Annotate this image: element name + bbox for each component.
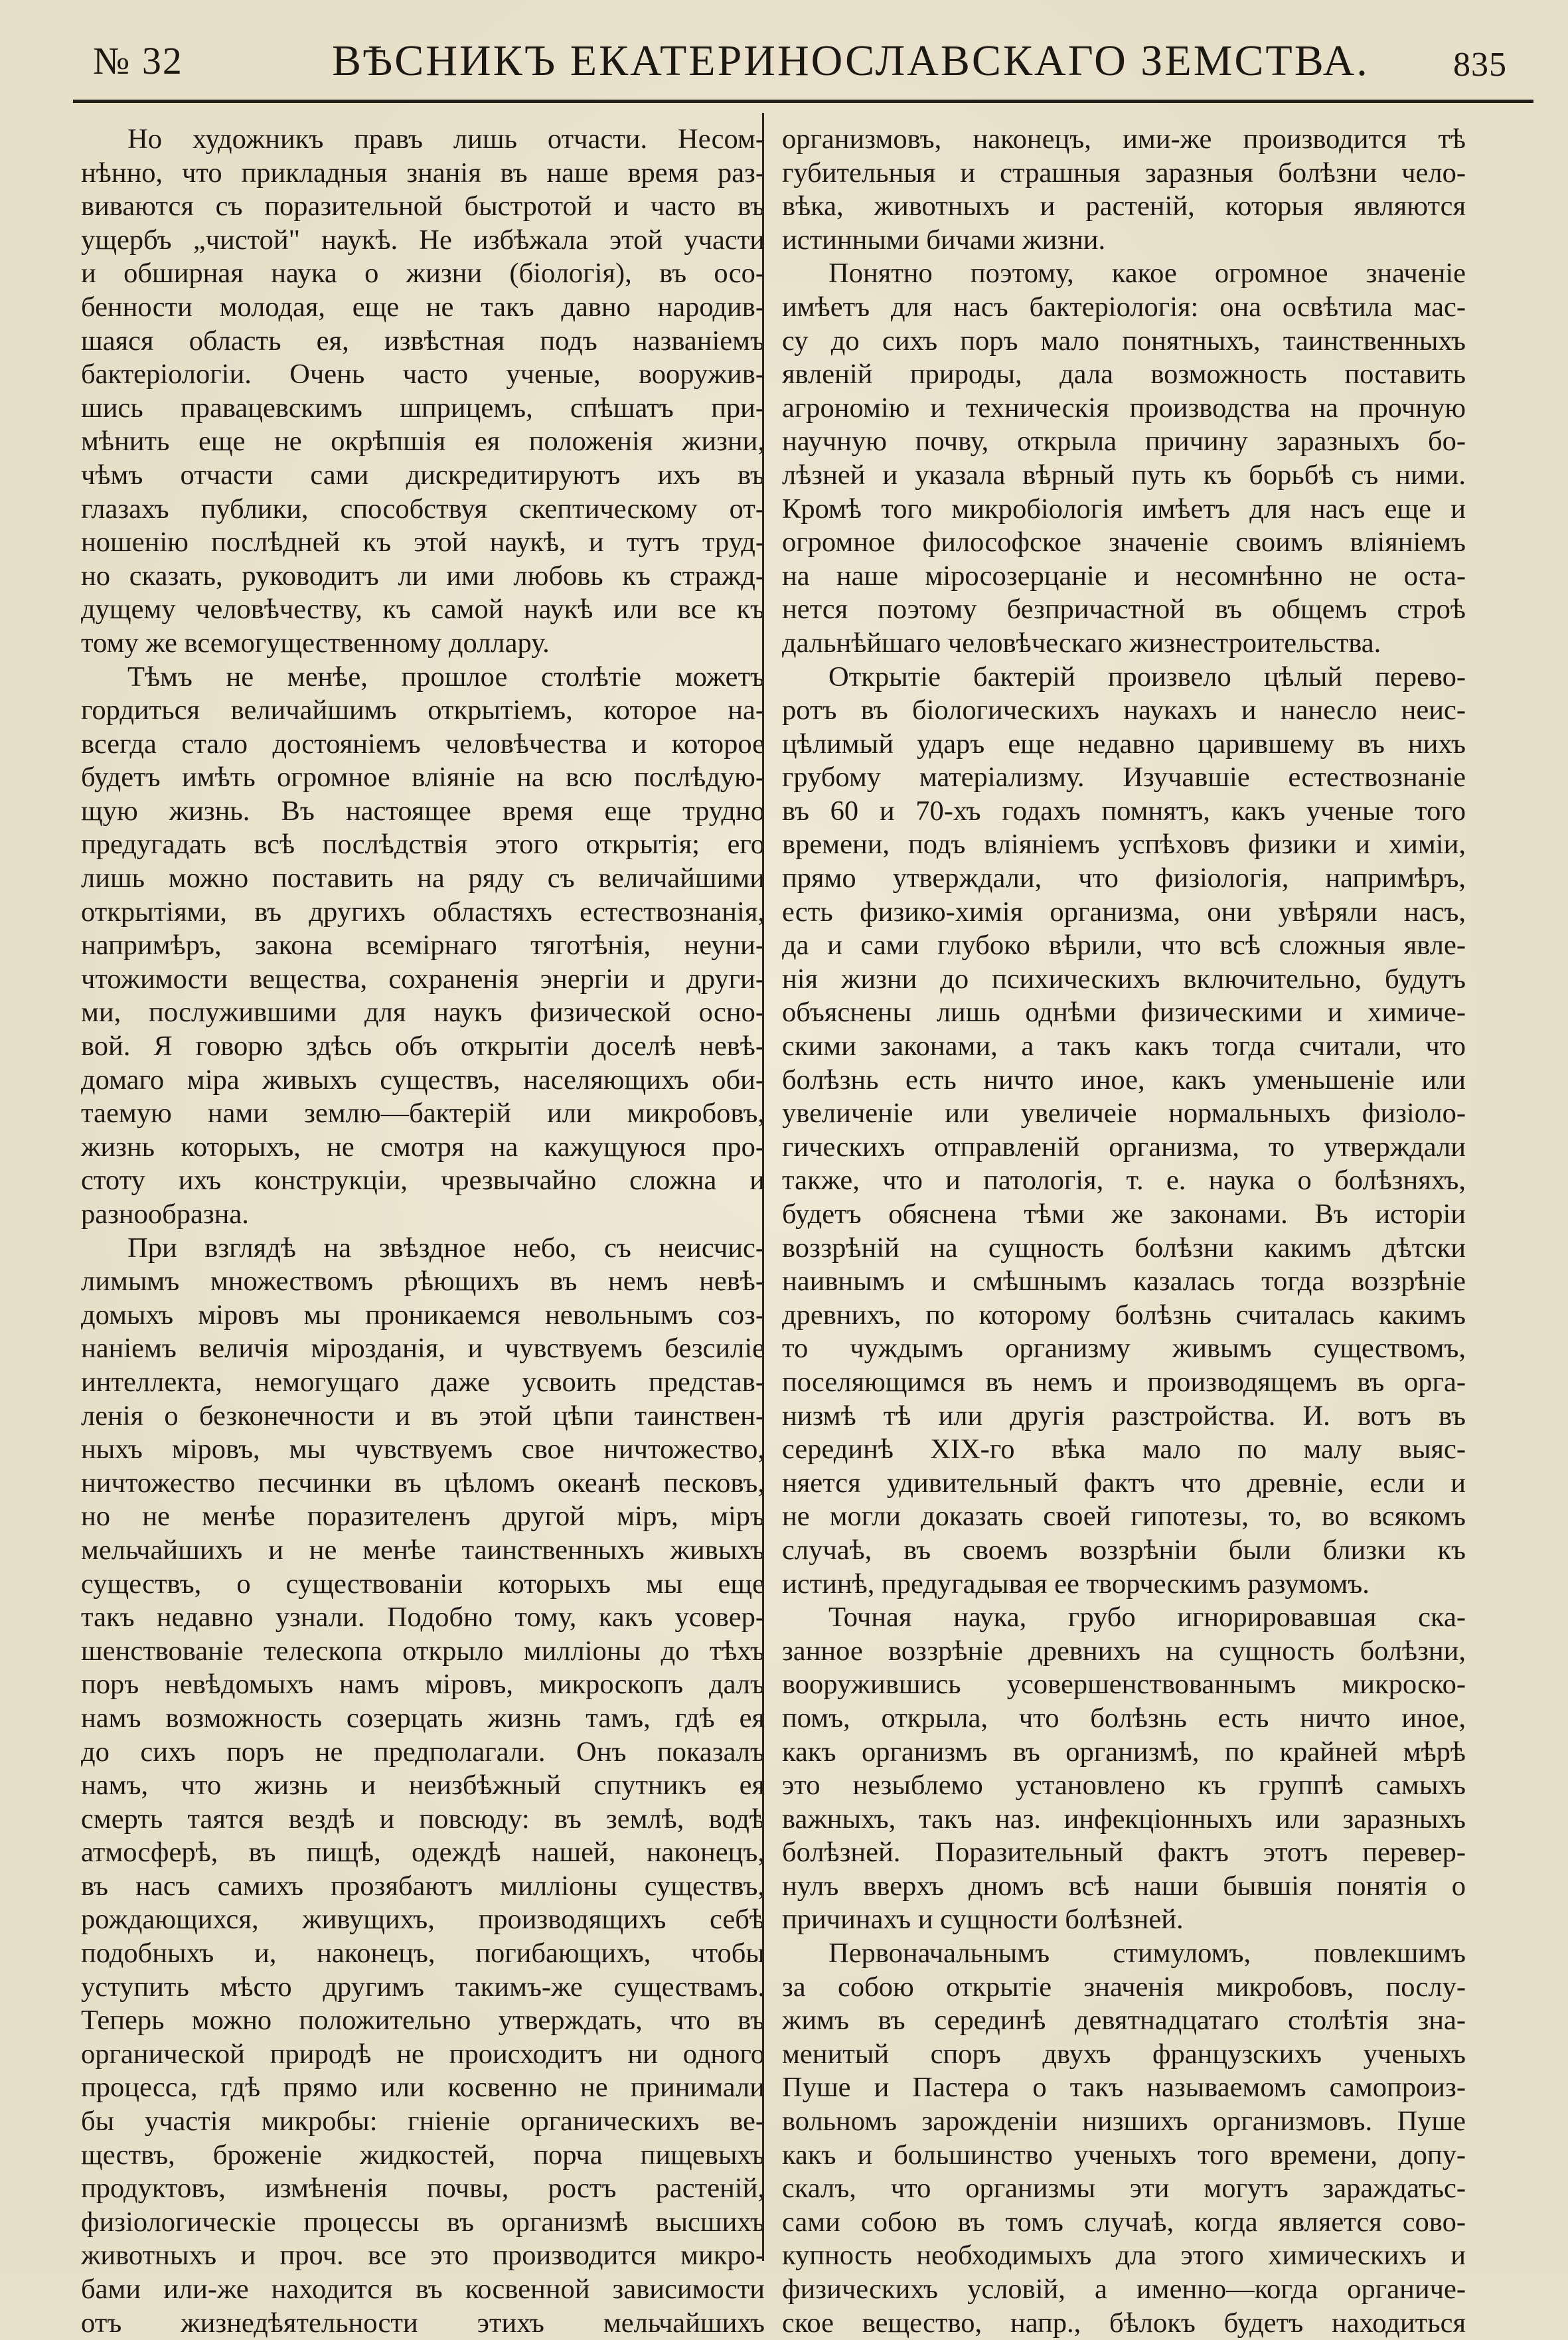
text-line: ничтожество песчинки въ цѣломъ океанѣ песковъ, xyxy=(81,1467,765,1499)
text-line: мельчайшихъ и не менѣе таинственныхъ живыхъ xyxy=(81,1534,765,1566)
text-line: губительныя и страшныя заразныя болѣзни чело- xyxy=(782,157,1466,189)
text-line: гордиться величайшимъ открытіемъ, которое на- xyxy=(81,695,765,726)
text-line: такъ недавно узнали. Подобно тому, какъ усовер- xyxy=(81,1602,765,1633)
text-line: нулъ вверхъ дномъ всѣ наши бывшія понятія о xyxy=(782,1870,1466,1902)
text-line: скалъ, что организмы эти могутъ зараждатьс- xyxy=(782,2173,1466,2205)
text-line: лѣзней и указала вѣрный путь къ борьбѣ съ ними. xyxy=(782,459,1466,491)
text-line: организмовъ, наконецъ, ими-же производится тѣ xyxy=(782,124,1466,155)
text-line: случаѣ, въ своемъ воззрѣніи были близки къ xyxy=(782,1534,1466,1566)
text-line: подобныхъ и, наконецъ, погибающихъ, чтобы xyxy=(81,1938,765,1969)
text-line: шаяся область ея, извѣстная подъ названіемъ xyxy=(81,325,765,357)
text-line: наніемъ величія мірозданія, и чувствуемъ безсиліе xyxy=(81,1333,765,1365)
text-line: но сказать, руководитъ ли ими любовь къ стражд- xyxy=(81,560,765,592)
text-line: уступить мѣсто другимъ такимъ-же существамъ. xyxy=(81,1971,765,2003)
text-line: огромное философское значеніе своимъ вліяніемъ xyxy=(782,527,1466,558)
text-line: всегда стало достояніемъ человѣчества и которое xyxy=(81,728,765,760)
text-line: какъ и большинство ученыхъ того времени, допу- xyxy=(782,2139,1466,2171)
text-line: чѣмъ отчасти сами дискредитируютъ ихъ въ xyxy=(81,459,765,491)
text-line: скими законами, а такъ какъ тогда считали, что xyxy=(782,1031,1466,1062)
journal-title: ВѢСНИКЪ ЕКАТЕРИНОСЛАВСКАГО ЗЕМСТВА. xyxy=(332,37,1370,85)
text-line: вѣка, животныхъ и растеній, которыя являются xyxy=(782,191,1466,222)
text-line: времени, подъ вліяніемъ успѣховъ физики и химіи, xyxy=(782,829,1466,861)
text-line: дальнѣйшаго человѣческаго жизнестроительства. xyxy=(782,627,1381,659)
text-line: ми, послужившими для наукъ физической осно- xyxy=(81,997,765,1029)
text-line: на наше міросозерцаніе и несомнѣнно не оста- xyxy=(782,560,1466,592)
text-line: болѣзней. Поразительный фактъ этотъ перевер- xyxy=(782,1837,1466,1869)
text-line: Точная наука, грубо игнорировавшая ска- xyxy=(828,1602,1466,1633)
text-line: тому же всемогущественному доллару. xyxy=(81,627,550,659)
text-line: это незыблемо установлено къ группѣ самыхъ xyxy=(782,1770,1466,1801)
text-line: серединѣ XIX-го вѣка мало по малу выяс- xyxy=(782,1434,1466,1465)
text-line: глазахъ публики, способствуя скептическому от- xyxy=(81,493,765,525)
text-line: намъ, что жизнь и неизбѣжный спутникъ ея xyxy=(81,1770,765,1801)
text-line: научную почву, открыла причину заразныхъ бо- xyxy=(782,426,1466,458)
text-line: шенствованіе телескопа открыло милліоны до тѣхъ xyxy=(81,1635,765,1667)
text-line: няется удивительный фактъ что древніе, если и xyxy=(782,1467,1466,1499)
text-line: увеличеніе или увеличеіе нормальныхъ физіоло- xyxy=(782,1098,1466,1129)
text-line: истинѣ, предугадывая ее творческимъ разумомъ. xyxy=(782,1568,1370,1600)
page-number: 835 xyxy=(1453,46,1507,84)
text-line: открытіями, въ другихъ областяхъ естествознанія, xyxy=(81,896,765,928)
column-divider xyxy=(762,113,764,2261)
text-line: стоту ихъ конструкціи, чрезвычайно сложна и xyxy=(81,1165,765,1197)
text-line: бактеріологіи. Очень часто ученые, вооружив- xyxy=(81,359,765,390)
text-line: истинными бичами жизни. xyxy=(782,224,1106,256)
text-line: есть физико-химія организма, они увѣряли насъ, xyxy=(782,896,1466,928)
text-line: бы участія микробы: гніеніе органическихъ ве- xyxy=(81,2106,765,2137)
text-line: до сихъ поръ не предполагали. Онъ показалъ xyxy=(81,1736,765,1768)
text-line: интеллекта, немогущаго даже усвоить представ- xyxy=(81,1366,765,1398)
text-line: процесса, гдѣ прямо или косвенно не принимали xyxy=(81,2072,765,2104)
text-line: низмѣ тѣ или другія разстройства. И. вотъ въ xyxy=(782,1400,1466,1432)
left-column xyxy=(81,123,765,2340)
text-line: атмосферѣ, въ пищѣ, одеждѣ нашей, наконецъ, xyxy=(81,1837,765,1869)
text-line: Первоначальнымъ стимуломъ, повлекшимъ xyxy=(828,1938,1466,1969)
text-line: отъ жизнедѣятельности этихъ мельчайшихъ xyxy=(81,2307,765,2339)
text-line: и обширная наука о жизни (біологія), въ осо- xyxy=(81,258,765,290)
text-line: помъ, открыла, что болѣзнь есть ничто иное, xyxy=(782,1702,1466,1734)
text-line: ныхъ міровъ, мы чувствуемъ свое ничтожество, xyxy=(81,1434,765,1465)
issue-number: № 32 xyxy=(93,39,183,82)
text-line: вольномъ зарожденіи низшихъ организмовъ. Пуше xyxy=(782,2106,1466,2137)
text-line: болѣзнь есть ничто иное, какъ уменьшеніе или xyxy=(782,1064,1466,1096)
text-line: явленій природы, дала возможность поставить xyxy=(782,359,1466,390)
text-line: причинахъ и сущности болѣзней. xyxy=(782,1904,1184,1936)
text-line: напримѣръ, закона всемірнаго тяготѣнія, неуни- xyxy=(81,930,765,961)
text-line: прямо утверждали, что физіологія, напримѣръ, xyxy=(782,863,1466,894)
text-line: но не менѣе поразителенъ другой міръ, міръ xyxy=(81,1501,765,1533)
text-line: грубому матеріализму. Изучавшіе естествознаніе xyxy=(782,762,1466,794)
text-line: животныхъ и проч. все это производится микро- xyxy=(81,2240,765,2272)
text-line: гическихъ отправленій организма, то утверждали xyxy=(782,1131,1466,1163)
text-line: нія жизни до психическихъ включительно, будутъ xyxy=(782,963,1466,995)
text-line: Кромѣ того микробіологія имѣетъ для насъ еще и xyxy=(782,493,1466,525)
text-line: бенности молодая, еще не такъ давно народив- xyxy=(81,291,765,323)
text-line: предугадать всѣ послѣдствія этого открытія; его xyxy=(81,829,765,861)
text-line: купность необходимыхъ дла этого химическихъ и xyxy=(782,2240,1466,2272)
text-line: не могли доказать своей гипотезы, то, во всякомъ xyxy=(782,1501,1466,1533)
text-line: будетъ имѣть огромное вліяніе на всю послѣдую- xyxy=(81,762,765,794)
text-line: рождающихся, живущихъ, производящихъ себѣ xyxy=(81,1904,765,1936)
text-line: сами собою въ томъ случаѣ, когда является сово- xyxy=(782,2206,1466,2238)
page-header xyxy=(80,27,1527,93)
text-line: древнихъ, по которому болѣзнь считалась какимъ xyxy=(782,1299,1466,1331)
text-line: нется поэтому безпричастной въ общемъ строѣ xyxy=(782,594,1466,626)
text-line: физіологическіе процессы въ организмѣ высшихъ xyxy=(81,2206,765,2238)
text-line: то чуждымъ организму живымъ существомъ, xyxy=(782,1333,1466,1365)
text-line: При взглядѣ на звѣздное небо, съ неисчис- xyxy=(127,1232,765,1264)
text-line: ротъ въ біологическихъ наукахъ и нанесло неис- xyxy=(782,695,1466,726)
text-line: занное воззрѣніе древнихъ на сущность болѣзни, xyxy=(782,1635,1466,1667)
text-line: ществъ, броженіе жидкостей, порча пищевыхъ xyxy=(81,2139,765,2171)
text-line: будетъ обяснена тѣми же законами. Въ исторіи xyxy=(782,1199,1466,1230)
text-line: ношенію послѣдней къ этой наукѣ, и тутъ труд- xyxy=(81,527,765,558)
text-line: нѣнно, что прикладныя знанія въ наше время раз- xyxy=(81,157,765,189)
text-line: мѣнить еще не окрѣпшія ея положенія жизни, xyxy=(81,426,765,458)
text-line: поселяющимся въ немъ и производящемъ въ орга- xyxy=(782,1366,1466,1398)
text-line: менитый споръ двухъ французскихъ ученыхъ xyxy=(782,2038,1466,2070)
header-rule xyxy=(73,100,1533,103)
text-line: таемую нами землю—бактерій или микробовъ, xyxy=(81,1098,765,1129)
text-line: Понятно поэтому, какое огромное значеніе xyxy=(828,258,1466,290)
text-line: су до сихъ поръ мало понятныхъ, таинственныхъ xyxy=(782,325,1466,357)
text-line: жизнь которыхъ, не смотря на кажущуюся про- xyxy=(81,1131,765,1163)
text-line: важныхъ, такъ наз. инфекціонныхъ или заразныхъ xyxy=(782,1803,1466,1835)
text-line: домыхъ міровъ мы проникаемся невольнымъ соз- xyxy=(81,1299,765,1331)
text-line: воззрѣній на сущность болѣзни какимъ дѣтски xyxy=(782,1232,1466,1264)
text-line: объяснены лишь однѣми физическими и химиче- xyxy=(782,997,1466,1029)
text-line: ущербъ „чистой" наукѣ. Не избѣжала этой участи xyxy=(81,224,765,256)
text-line: вооружившись усовершенствованнымъ микроско- xyxy=(782,1669,1466,1701)
text-line: разнообразна. xyxy=(81,1199,249,1230)
text-line: за собою открытіе значенія микробовъ, послу- xyxy=(782,1971,1466,2003)
text-line: чтожимости вещества, сохраненія энергіи и други- xyxy=(81,963,765,995)
text-line: какъ организмъ въ организмѣ, по крайней мѣрѣ xyxy=(782,1736,1466,1768)
text-line: Пуше и Пастера о такъ называемомъ самопроиз- xyxy=(782,2072,1466,2104)
text-line: щую жизнь. Въ настоящее время еще трудно xyxy=(81,795,765,827)
text-line: Тѣмъ не менѣе, прошлое столѣтіе можетъ xyxy=(127,661,765,693)
text-line: органической природѣ не происходитъ ни одного xyxy=(81,2038,765,2070)
text-line: дущему человѣчеству, къ самой наукѣ или все къ xyxy=(81,594,765,626)
text-line: шись правацевскимъ шприцемъ, спѣшатъ при- xyxy=(81,392,765,424)
text-line: агрономію и техническія производства на прочную xyxy=(782,392,1466,424)
text-line: существъ, о существованіи которыхъ мы еще xyxy=(81,1568,765,1600)
text-line: жимъ въ серединѣ девятнадцатаго столѣтія зна- xyxy=(782,2005,1466,2037)
text-line: смерть таятся вездѣ и повсюду: въ землѣ, водѣ xyxy=(81,1803,765,1835)
text-line: да и сами глубоко вѣрили, что всѣ сложныя явле- xyxy=(782,930,1466,961)
text-line: ленія о безконечности и въ этой цѣпи таинствен- xyxy=(81,1400,765,1432)
text-line: вой. Я говорю здѣсь объ открытіи доселѣ невѣ- xyxy=(81,1031,765,1062)
text-line: въ 60 и 70-хъ годахъ помнятъ, какъ ученые того xyxy=(782,795,1466,827)
text-line: Открытіе бактерій произвело цѣлый перево- xyxy=(828,661,1466,693)
text-line: въ насъ самихъ прозябаютъ милліоны существъ, xyxy=(81,1870,765,1902)
text-line: ское вещество, напр., бѣлокъ будетъ находиться xyxy=(782,2307,1466,2339)
text-line: наивнымъ и смѣшнымъ казалась тогда воззрѣніе xyxy=(782,1266,1466,1297)
text-line: Но художникъ правъ лишь отчасти. Несом- xyxy=(127,124,765,155)
text-line: намъ возможность созерцать жизнь тамъ, гдѣ ея xyxy=(81,1702,765,1734)
text-line: домаго міра живыхъ существъ, населяющихъ оби- xyxy=(81,1064,765,1096)
text-line: продуктовъ, измѣненія почвы, ростъ растеній, xyxy=(81,2173,765,2205)
text-line: поръ невѣдомыхъ намъ міровъ, микроскопъ далъ xyxy=(81,1669,765,1701)
text-line: также, что и патологія, т. е. наука о болѣзняхъ, xyxy=(782,1165,1466,1197)
text-line: цѣлимый ударъ еще недавно царившему въ нихъ xyxy=(782,728,1466,760)
text-line: бами или-же находится въ косвенной зависимости xyxy=(81,2274,765,2305)
text-line: лишь можно поставить на ряду съ величайшими xyxy=(81,863,765,894)
right-column xyxy=(782,123,1466,2340)
text-line: физическихъ условій, а именно—когда органиче- xyxy=(782,2274,1466,2305)
text-line: Теперь можно положительно утверждать, что въ xyxy=(81,2005,765,2037)
text-line: лимымъ множествомъ рѣющихъ въ немъ невѣ- xyxy=(81,1266,765,1297)
text-line: имѣетъ для насъ бактеріологія: она освѣтила мас- xyxy=(782,291,1466,323)
text-line: виваются съ поразительной быстротой и часто въ xyxy=(81,191,765,222)
